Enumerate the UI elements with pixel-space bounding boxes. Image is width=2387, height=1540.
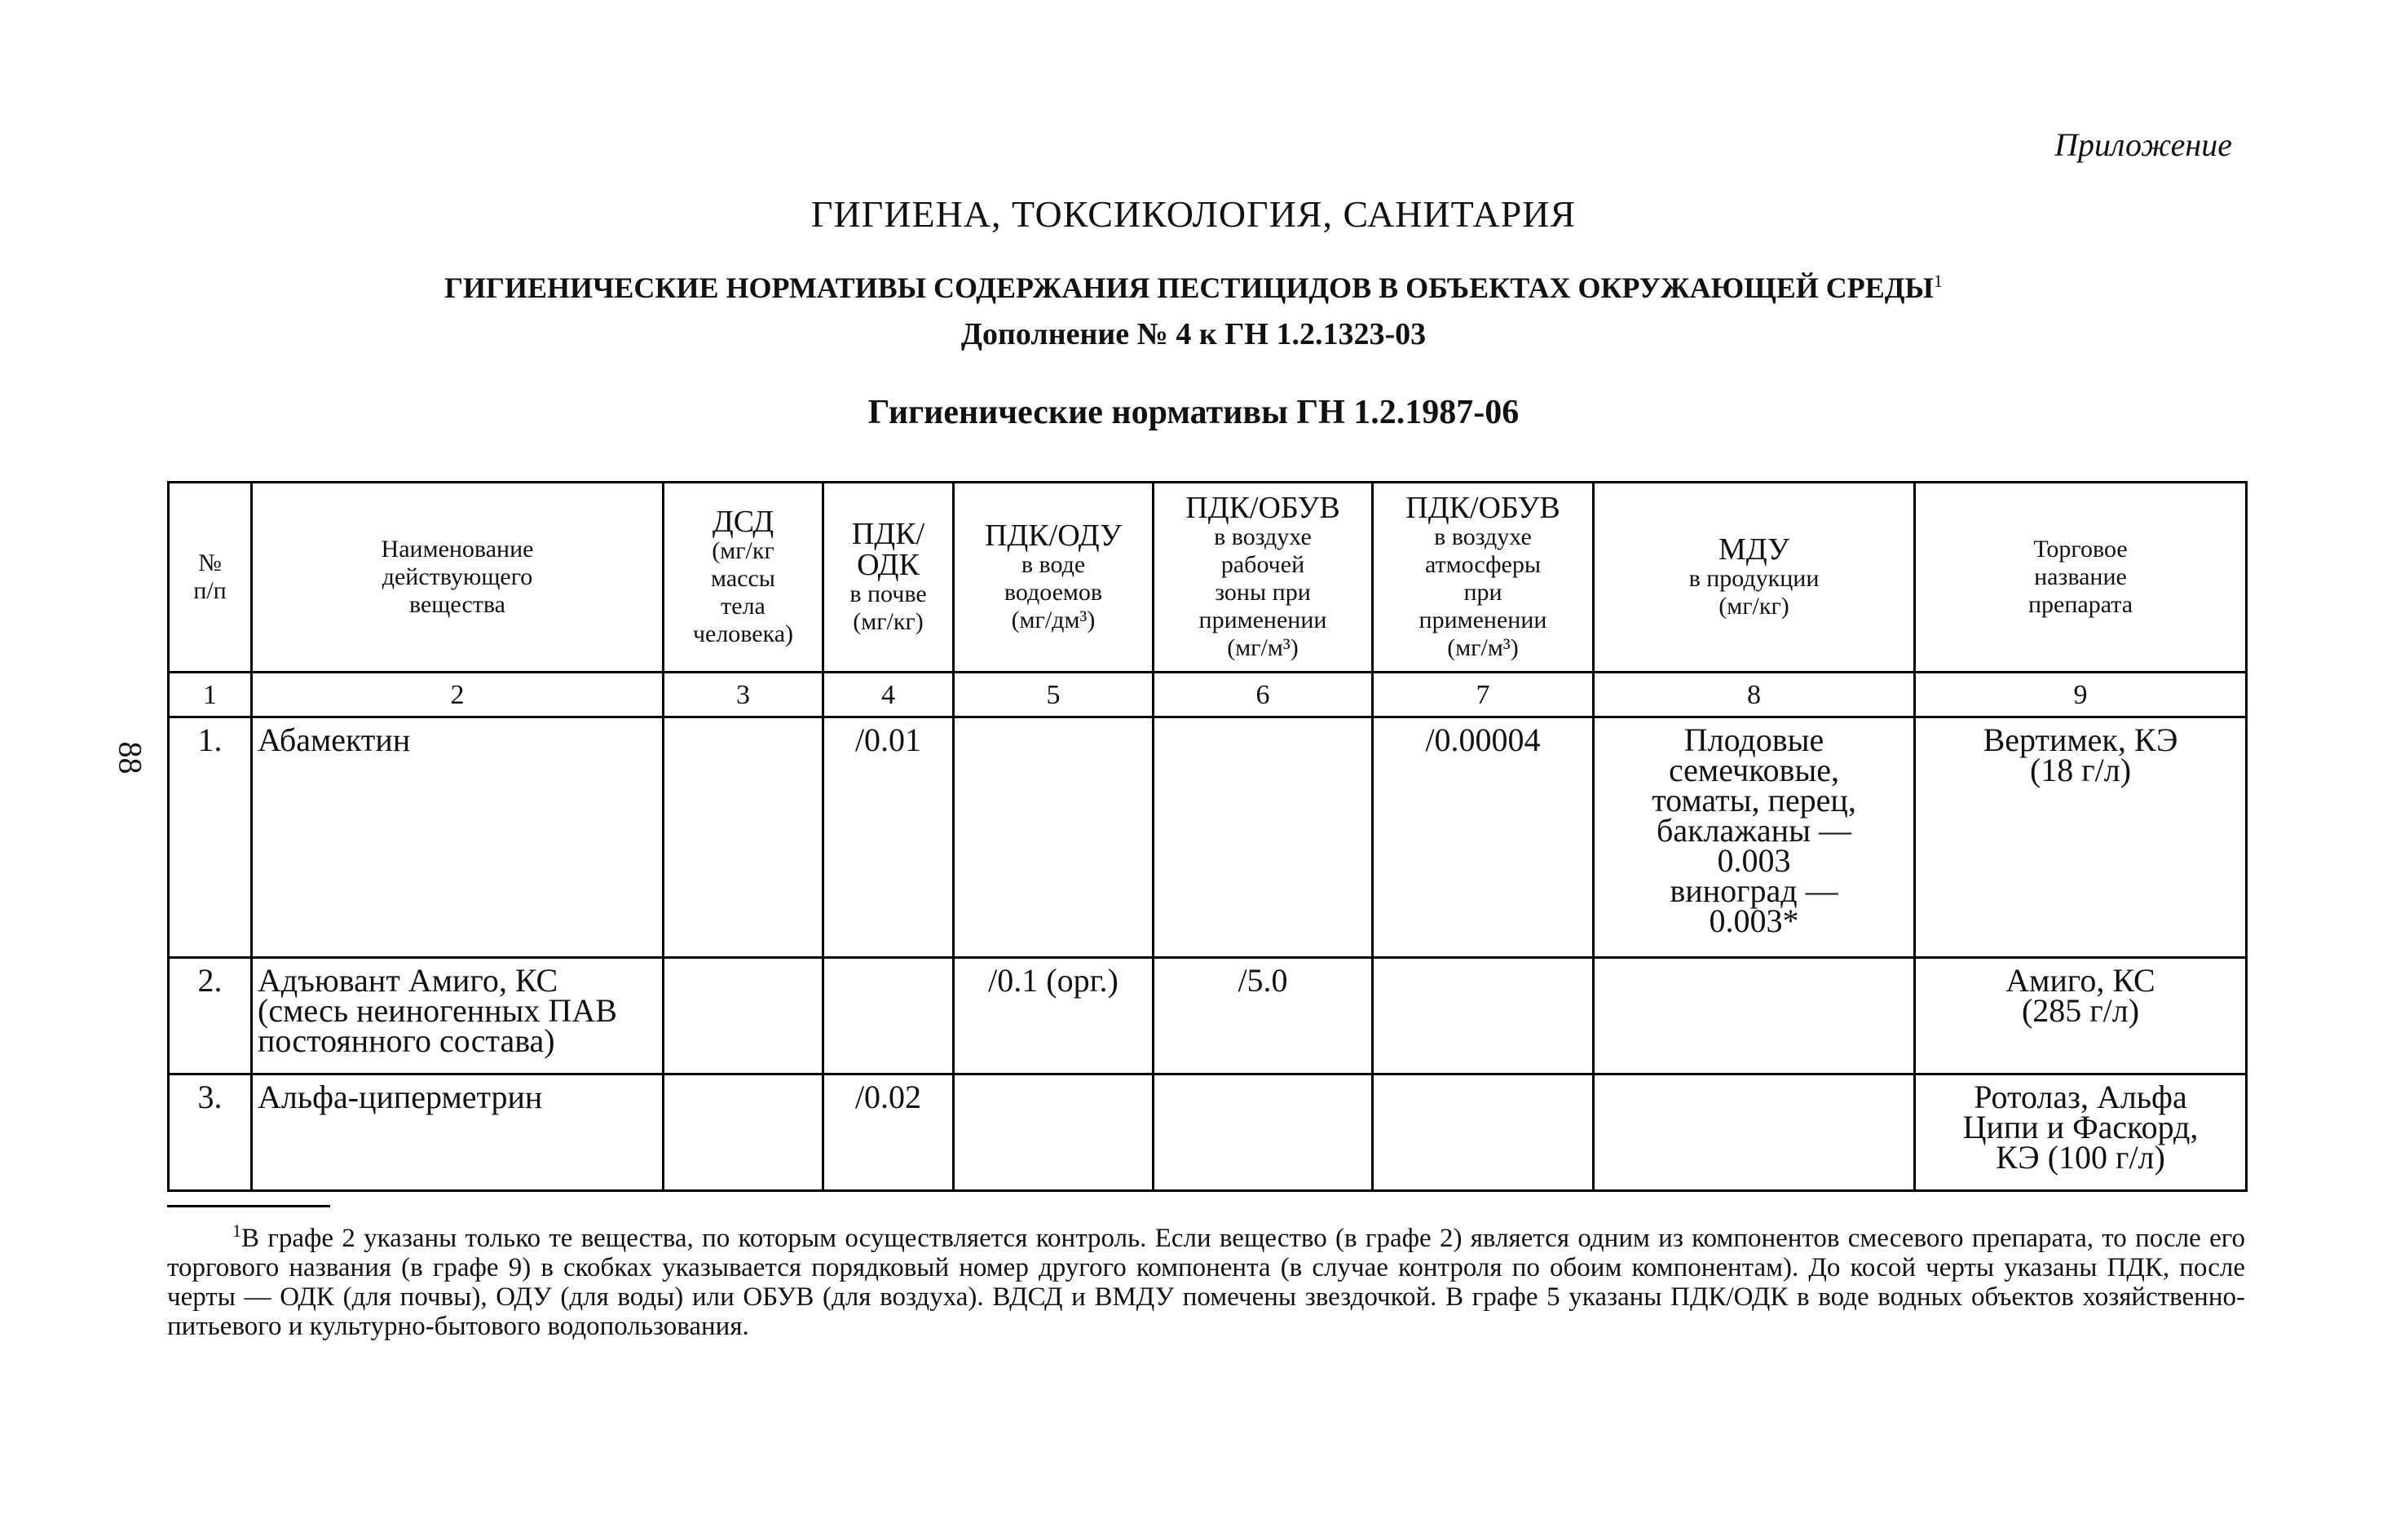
- mdu-value-line: баклажаны —: [1657, 812, 1851, 849]
- header-main-label: ДСД: [712, 505, 774, 539]
- table-row: [169, 958, 2247, 1074]
- subtitle-footnote-mark: 1: [1933, 271, 1943, 291]
- document-subtitle: [0, 271, 2387, 305]
- water-value: [954, 958, 1154, 1074]
- pesticide-norms-table: [167, 481, 2248, 1192]
- substance-name-line: постоянного состава): [258, 1022, 555, 1059]
- header-line: водоемов: [1004, 579, 1103, 606]
- header-line: вещества: [409, 591, 505, 618]
- trade-name-line: Вертимек, КЭ: [1983, 721, 2178, 758]
- column-number: 9: [1915, 673, 2247, 717]
- column-header-6: [1154, 483, 1373, 673]
- header-line: тела: [721, 593, 766, 620]
- norms-title: Гигиенические нормативы ГН 1.2.1987-06: [867, 394, 1520, 431]
- work-air-value: [1154, 717, 1373, 958]
- table-row: [169, 1074, 2247, 1191]
- trade-name: [1915, 717, 2247, 958]
- trade-name-line: Ротолаз, Альфа: [1974, 1079, 2187, 1115]
- mdu-value-line: 0.003*: [1709, 902, 1799, 939]
- header-line: (мг/м³): [1227, 634, 1299, 661]
- column-number: 4: [823, 673, 954, 717]
- header-line: (мг/кг): [853, 608, 924, 635]
- column-number: 7: [1373, 673, 1594, 717]
- appendix-label: Приложение: [2054, 126, 2232, 163]
- column-header-5: [954, 483, 1154, 673]
- header-main-label: ПДК/ОДУ: [984, 518, 1123, 553]
- atm-air-value: [1373, 958, 1594, 1074]
- table-header-row: [169, 483, 2247, 673]
- trade-name: [1915, 958, 2247, 1074]
- trade-name-line: (285 г/л): [2021, 992, 2140, 1029]
- soil-value-line: /0.02: [854, 1079, 922, 1115]
- header-line: применении: [1198, 607, 1327, 633]
- column-header-8: [1594, 483, 1915, 673]
- header-line: Торговое: [2033, 536, 2128, 563]
- water-value-line: /0.1 (орг.): [988, 962, 1118, 999]
- soil-value: [823, 1074, 954, 1191]
- substance-name-line: Альфа-циперметрин: [258, 1079, 543, 1115]
- row-number-line: 2.: [197, 962, 223, 999]
- header-main-label: МДУ: [1718, 532, 1790, 567]
- header-line: массы: [711, 565, 775, 592]
- row-number: [169, 1074, 252, 1191]
- header-line: препарата: [2027, 591, 2133, 618]
- column-number: 3: [664, 673, 823, 717]
- column-header-2: [252, 483, 664, 673]
- soil-value: [823, 958, 954, 1074]
- header-line: действующего: [382, 563, 533, 590]
- row-number-line: 1.: [197, 721, 223, 758]
- substance-name-line: Адъювант Амиго, КС: [258, 962, 558, 999]
- trade-name-line: Амиго, КС: [2005, 962, 2155, 999]
- header-main-label: ОДК: [857, 548, 920, 582]
- header-line: (мг/дм³): [1011, 607, 1096, 633]
- atm-air-value: [1373, 717, 1594, 958]
- column-header-7: [1373, 483, 1594, 673]
- trade-name: [1915, 1074, 2247, 1191]
- substance-name: [252, 1074, 664, 1191]
- mdu-value: [1594, 1074, 1915, 1191]
- document-title: ГИГИЕНА, ТОКСИКОЛОГИЯ, САНИТАРИЯ: [810, 193, 1577, 235]
- header-line: в почве: [849, 580, 927, 607]
- table-row: [169, 717, 2247, 958]
- header-line: (мг/кг: [712, 537, 774, 564]
- header-line: рабочей: [1220, 551, 1305, 578]
- footnote-text: В графе 2 указаны только те вещества, по которым осуществляется контроль. Если вещество (в графе 2) является одним из компонентов смесевого препарата, то после его торгового названия (в графе 9) в скобках указывается порядковый номер другого компонента (в случае контроля по обоим компонентам). До косой черты указаны ПДК, после черты — ОДК (для почвы), ОДУ (для воды) или ОБУВ (для воздуха). ВДСД и ВМДУ помечены звездочкой. В графе 5 указаны ПДК/ОДК в воде водных объектов хозяйственно-питьевого и культурно-бытового водопользования.: [167, 1224, 2245, 1341]
- work-air-value: [1154, 958, 1373, 1074]
- column-number-row: [169, 673, 2247, 717]
- dsd-value: [664, 717, 823, 958]
- mdu-value-line: виноград —: [1670, 872, 1838, 909]
- column-number: 1: [169, 673, 252, 717]
- column-header-3: [664, 483, 823, 673]
- column-header-4: [823, 483, 954, 673]
- substance-name: [252, 717, 664, 958]
- footnote-mark: 1: [232, 1220, 241, 1241]
- header-line: атмосферы: [1425, 551, 1541, 578]
- header-line: №: [198, 549, 222, 576]
- mdu-value-line: Плодовые: [1683, 721, 1824, 758]
- trade-name-line: КЭ (100 г/л): [1996, 1139, 2165, 1176]
- header-line: зоны при: [1215, 579, 1311, 606]
- column-number: 2: [252, 673, 664, 717]
- substance-name-line: Абамектин: [258, 721, 411, 758]
- column-number: 8: [1594, 673, 1915, 717]
- header-line: человека): [692, 620, 794, 647]
- water-value: [954, 1074, 1154, 1191]
- header-line: в воздухе: [1214, 523, 1312, 550]
- trade-name-line: Ципи и Фаскорд,: [1962, 1109, 2199, 1145]
- header-main-label: ПДК/ОБУВ: [1185, 491, 1340, 525]
- substance-name-line: (смесь неиногенных ПАВ: [258, 992, 617, 1029]
- supplement-title: Дополнение № 4 к ГН 1.2.1323-03: [960, 317, 1427, 351]
- mdu-value-line: томаты, перец,: [1652, 782, 1856, 819]
- mdu-value: [1594, 958, 1915, 1074]
- header-main-label: ПДК/ОБУВ: [1405, 491, 1560, 525]
- mdu-value-line: семечковые,: [1668, 752, 1840, 788]
- header-line: п/п: [193, 577, 227, 604]
- header-line: применении: [1419, 607, 1547, 633]
- mdu-value: [1594, 717, 1915, 958]
- header-line: название: [2034, 563, 2127, 590]
- footnote: [167, 1216, 2245, 1341]
- header-line: при: [1463, 579, 1502, 606]
- column-number: 6: [1154, 673, 1373, 717]
- soil-value: [823, 717, 954, 958]
- atm-air-value: [1373, 1074, 1594, 1191]
- header-line: в воздухе: [1434, 523, 1532, 550]
- column-header-9: [1915, 483, 2247, 673]
- header-line: Наименование: [381, 536, 534, 563]
- row-number: [169, 717, 252, 958]
- work-air-value-line: /5.0: [1238, 962, 1288, 999]
- footnote-divider: [167, 1205, 330, 1207]
- soil-value-line: /0.01: [854, 721, 922, 758]
- column-header-1: [169, 483, 252, 673]
- mdu-value-line: 0.003: [1717, 842, 1791, 879]
- column-number: 5: [954, 673, 1154, 717]
- row-number-line: 3.: [197, 1079, 223, 1115]
- header-line: (мг/м³): [1447, 634, 1519, 661]
- page-number: 88: [112, 741, 149, 774]
- subtitle-text: ГИГИЕНИЧЕСКИЕ НОРМАТИВЫ СОДЕРЖАНИЯ ПЕСТИЦИДОВ В ОБЪЕКТАХ ОКРУЖАЮЩЕЙ СРЕДЫ: [444, 271, 1934, 304]
- dsd-value: [664, 1074, 823, 1191]
- water-value: [954, 717, 1154, 958]
- header-line: (мг/кг): [1719, 593, 1789, 620]
- header-line: в продукции: [1688, 565, 1820, 592]
- trade-name-line: (18 г/л): [2029, 752, 2132, 788]
- work-air-value: [1154, 1074, 1373, 1191]
- header-line: в воде: [1021, 551, 1086, 578]
- dsd-value: [664, 958, 823, 1074]
- atm-air-value-line: /0.00004: [1425, 721, 1541, 758]
- row-number: [169, 958, 252, 1074]
- header-main-label: ПДК/: [851, 517, 925, 551]
- substance-name: [252, 958, 664, 1074]
